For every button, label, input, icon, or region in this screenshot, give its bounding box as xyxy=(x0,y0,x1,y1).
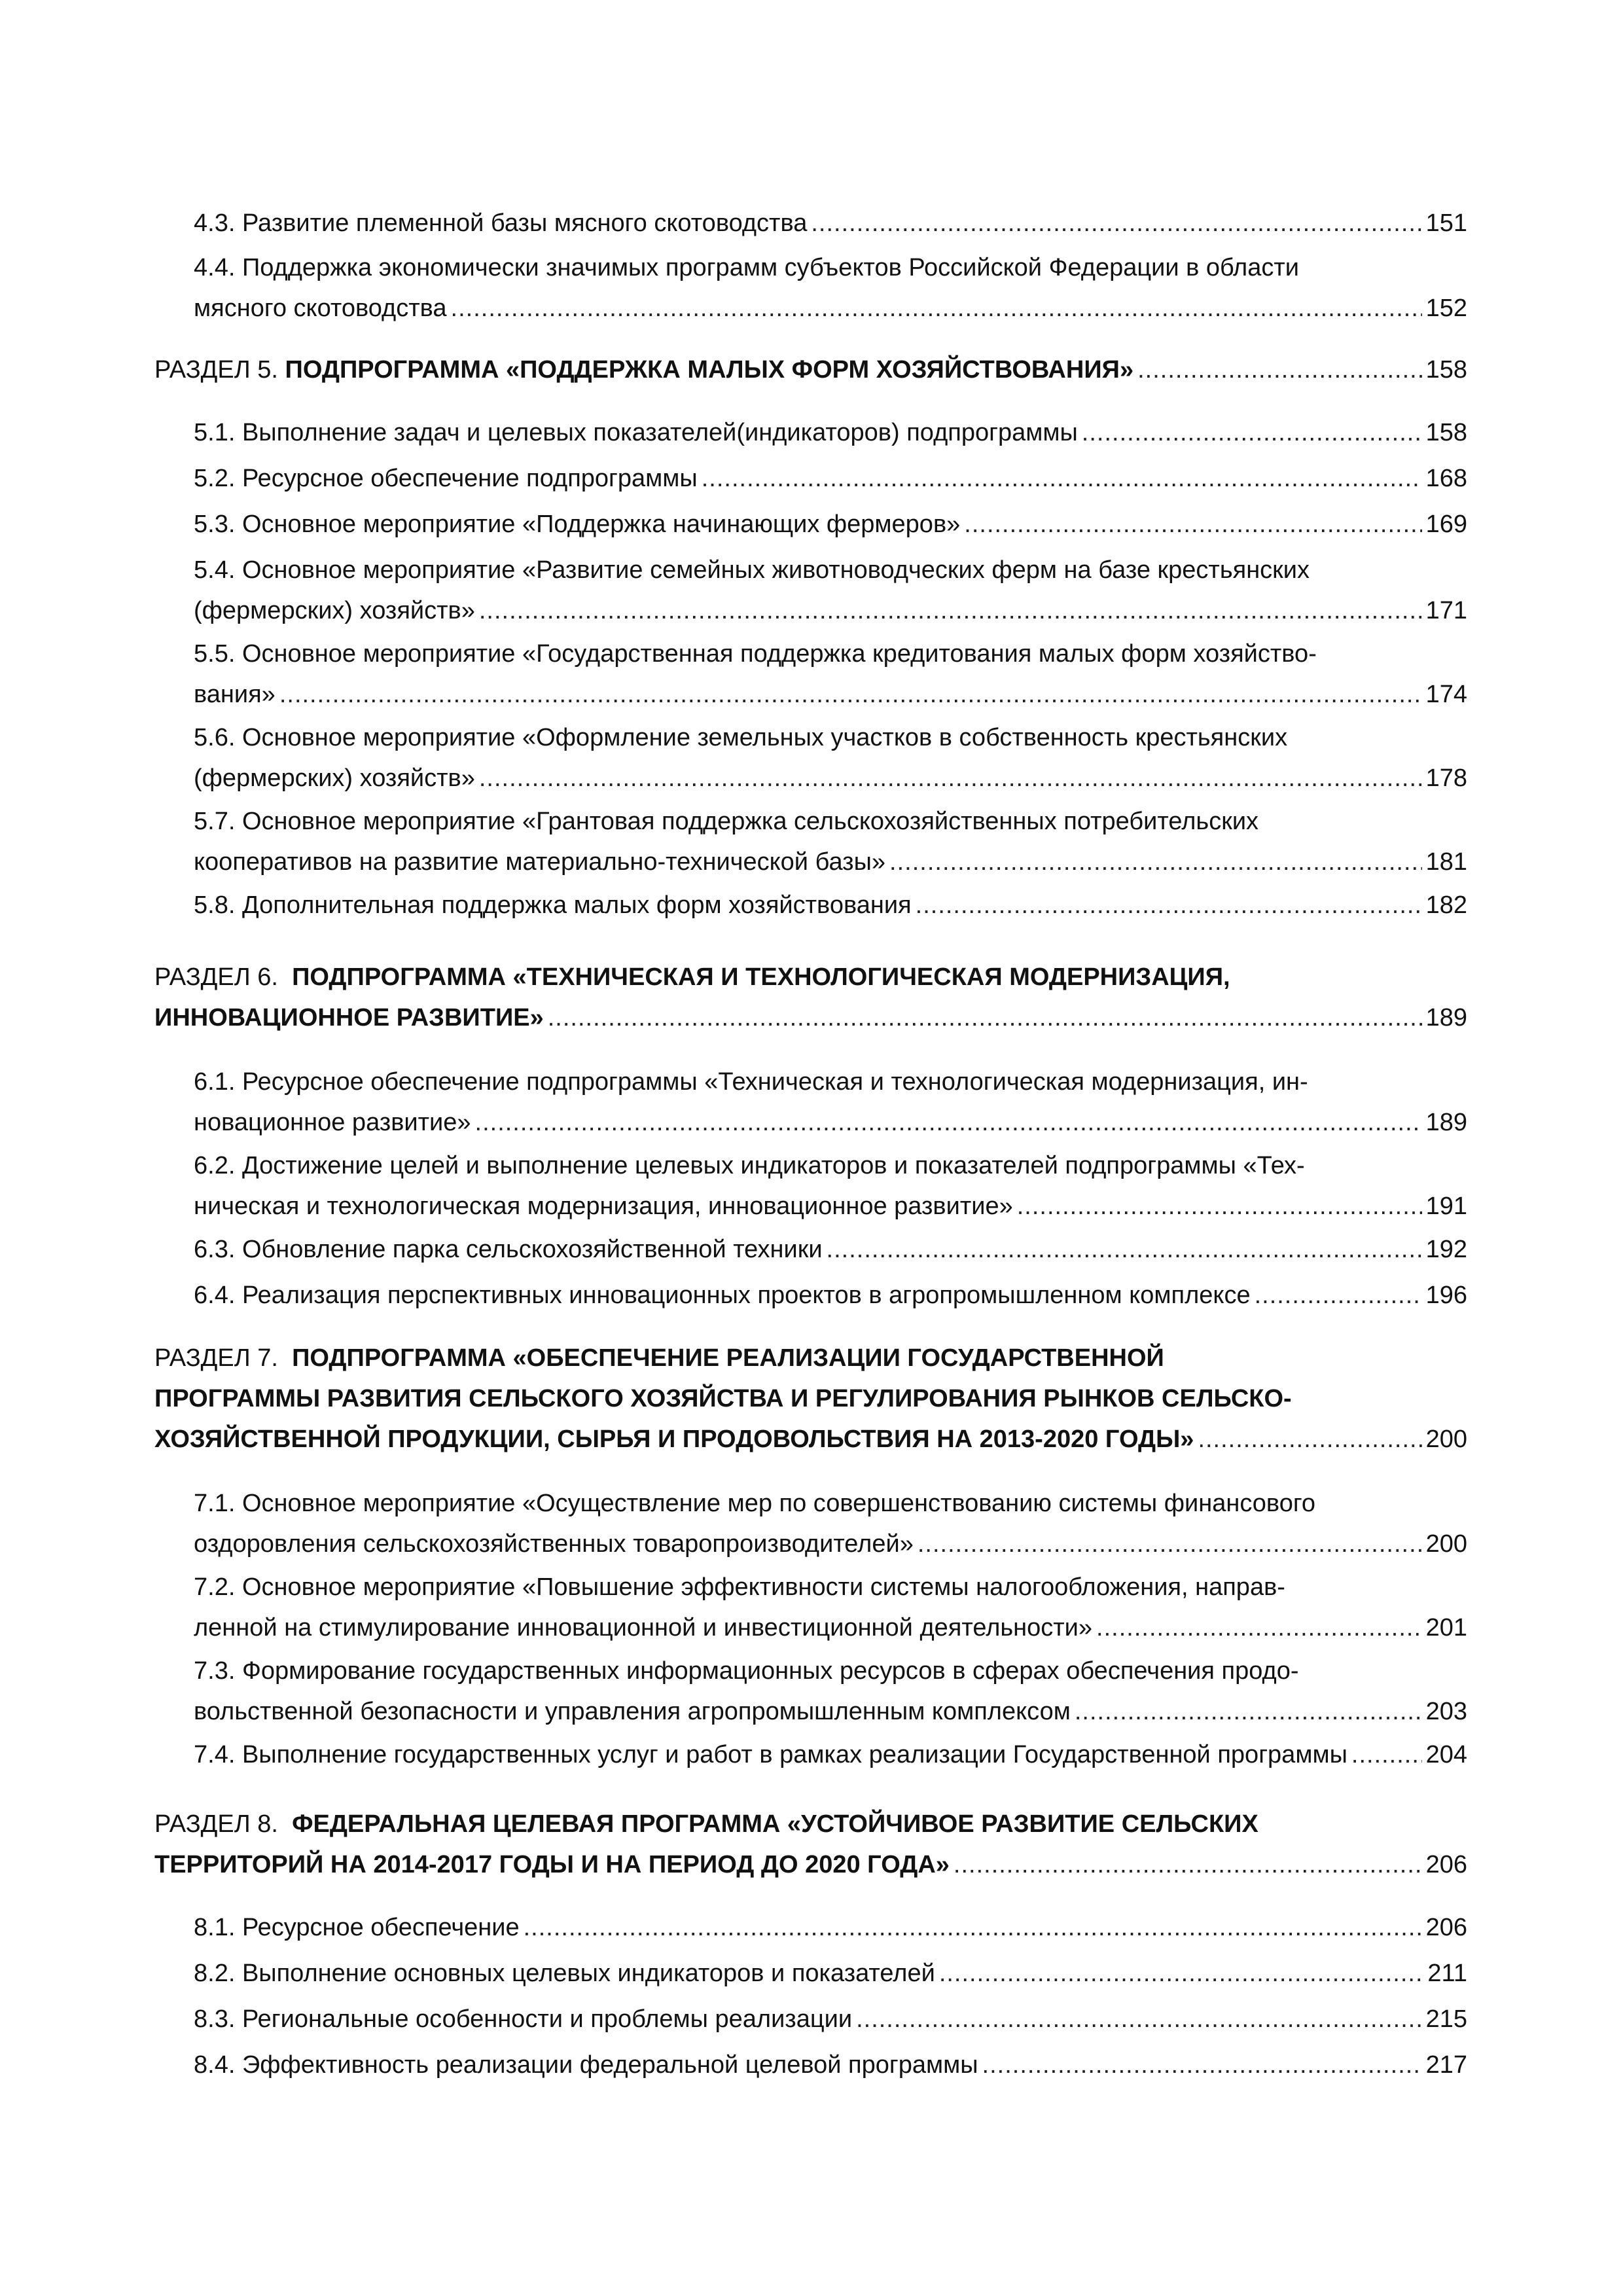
entry-title-line: 5.6. Основное мероприятие «Оформление земельных участков в собственность крестьянских xyxy=(194,724,1288,751)
entry-title: 8.3. Региональные особенности и проблемы реализации xyxy=(194,2005,853,2033)
toc-entry-7-3 xyxy=(194,1651,1467,1732)
entry-title: 8.1. Ресурсное обеспечение xyxy=(194,1914,520,1941)
entry-title: вания» xyxy=(194,681,276,708)
toc-entry-6-4 xyxy=(194,1275,1467,1316)
toc-entry-5-1 xyxy=(194,412,1467,453)
toc-entry-5-8 xyxy=(194,885,1467,925)
entry-title: 5.8. Дополнительная поддержка малых форм хозяйствования xyxy=(194,891,912,919)
dot-leader xyxy=(918,1524,1422,1564)
entry-title: 7.4. Выполнение государственных услуг и работ в рамках реализации Государственной программы xyxy=(194,1741,1347,1768)
page-number: 206 xyxy=(1425,1914,1467,1941)
entry-title-line: 4.4. Поддержка экономически значимых программ субъектов Российской Федерации в области xyxy=(194,254,1299,281)
section-title: ПОДПРОГРАММА «ПОДДЕРЖКА МАЛЫХ ФОРМ ХОЗЯЙСТВОВАНИЯ» xyxy=(285,356,1134,384)
dot-leader xyxy=(889,842,1422,882)
toc-entry-6-3 xyxy=(194,1229,1467,1270)
toc-entry-8-1 xyxy=(194,1907,1467,1948)
entry-title-line: 5.7. Основное мероприятие «Грантовая поддержка сельскохозяйственных потребительских xyxy=(194,808,1259,835)
dot-leader xyxy=(1255,1275,1422,1316)
toc-entry-8-3 xyxy=(194,1999,1467,2039)
entry-title: кооперативов на развитие материально-технической базы» xyxy=(194,848,886,876)
toc-section-5 xyxy=(154,350,1467,390)
dot-leader xyxy=(964,504,1421,545)
toc-entry-6-1 xyxy=(194,1062,1467,1143)
entry-title: (фермерских) хозяйств» xyxy=(194,597,475,624)
entry-title-line: 5.5. Основное мероприятие «Государственная поддержка кредитования малых форм хозяйство- xyxy=(194,640,1317,668)
section-title-line: ПОДПРОГРАММА «ОБЕСПЕЧЕНИЕ РЕАЛИЗАЦИИ ГОСУДАРСТВЕННОЙ xyxy=(292,1344,1164,1372)
entry-title: мясного скотоводства xyxy=(194,295,447,322)
dot-leader xyxy=(1198,1419,1421,1460)
dot-leader xyxy=(982,2045,1422,2085)
dot-leader xyxy=(479,758,1422,798)
dot-leader xyxy=(856,1999,1422,2039)
page-number: 152 xyxy=(1425,295,1467,322)
page-number: 169 xyxy=(1425,511,1467,538)
toc-section-6 xyxy=(154,957,1467,1038)
page-number: 181 xyxy=(1425,848,1467,876)
entry-title-line: 7.1. Основное мероприятие «Осуществление мер по совершенствованию системы финансового xyxy=(194,1490,1315,1517)
section-label: РАЗДЕЛ 7. xyxy=(154,1344,285,1372)
page-number: 171 xyxy=(1425,597,1467,624)
entry-title-line: 6.2. Достижение целей и выполнение целевых индикаторов и показателей подпрограммы «Тех- xyxy=(194,1152,1305,1179)
page-number: 178 xyxy=(1425,764,1467,792)
entry-title-line: 7.3. Формирование государственных информационных ресурсов в сферах обеспечения продо- xyxy=(194,1657,1299,1685)
dot-leader xyxy=(1075,1691,1422,1732)
dot-leader xyxy=(451,288,1422,329)
dot-leader xyxy=(1017,1186,1422,1227)
toc-entry-5-2 xyxy=(194,458,1467,499)
toc-entry-7-4 xyxy=(194,1734,1467,1775)
page-number: 182 xyxy=(1425,891,1467,919)
section-label: РАЗДЕЛ 5. xyxy=(154,356,278,384)
entry-title-line: 6.1. Ресурсное обеспечение подпрограммы «Техническая и технологическая модернизация, ин- xyxy=(194,1068,1308,1096)
page-number: 158 xyxy=(1425,419,1467,446)
page-number: 174 xyxy=(1425,681,1467,708)
page-number: 168 xyxy=(1425,465,1467,492)
dot-leader xyxy=(1096,1607,1422,1648)
entry-title: ленной на стимулирование инновационной и инвестиционной деятельности» xyxy=(194,1614,1093,1641)
page-number: 189 xyxy=(1425,1109,1467,1136)
toc-section-8 xyxy=(154,1804,1467,1885)
toc-entry-5-6 xyxy=(194,717,1467,798)
section-label: РАЗДЕЛ 6. xyxy=(154,963,285,991)
toc-entry-6-2 xyxy=(194,1145,1467,1227)
section-title: ТЕРРИТОРИЙ НА 2014-2017 ГОДЫ И НА ПЕРИОД ДО 2020 ГОДА» xyxy=(154,1851,950,1878)
toc-entry-4-3 xyxy=(194,203,1467,243)
section-title-line: ФЕДЕРАЛЬНАЯ ЦЕЛЕВАЯ ПРОГРАММА «УСТОЙЧИВОЕ РАЗВИТИЕ СЕЛЬСКИХ xyxy=(292,1810,1258,1838)
entry-title: 4.3. Развитие племенной базы мясного скотоводства xyxy=(194,209,808,237)
dot-leader xyxy=(954,1844,1422,1885)
dot-leader xyxy=(548,997,1422,1038)
toc-entry-8-2 xyxy=(194,1953,1467,1994)
entry-title: 6.4. Реализация перспективных инновационных проектов в агропромышленном комплексе xyxy=(194,1282,1251,1309)
entry-title: ническая и технологическая модернизация, инновационное развитие» xyxy=(194,1193,1013,1220)
section-title-line: ПОДПРОГРАММА «ТЕХНИЧЕСКАЯ И ТЕХНОЛОГИЧЕСКАЯ МОДЕРНИЗАЦИЯ, xyxy=(292,963,1230,991)
entry-title: 5.1. Выполнение задач и целевых показателей(индикаторов) подпрограммы xyxy=(194,419,1078,446)
dot-leader xyxy=(827,1229,1422,1270)
entry-title: 8.4. Эффективность реализации федеральной целевой программы xyxy=(194,2051,978,2079)
page-number: 201 xyxy=(1425,1614,1467,1641)
page-number: 217 xyxy=(1425,2051,1467,2079)
section-title-line: ПРОГРАММЫ РАЗВИТИЯ СЕЛЬСКОГО ХОЗЯЙСТВА И РЕГУЛИРОВАНИЯ РЫНКОВ СЕЛЬСКО- xyxy=(154,1385,1292,1412)
entry-title: оздоровления сельскохозяйственных товаропроизводителей» xyxy=(194,1530,914,1558)
entry-title-line: 5.4. Основное мероприятие «Развитие семейных животноводческих ферм на базе крестьянских xyxy=(194,556,1310,584)
toc-entry-4-4 xyxy=(194,247,1467,329)
entry-title: вольственной безопасности и управления агропромышленным комплексом xyxy=(194,1698,1071,1725)
section-title: ИННОВАЦИОННОЕ РАЗВИТИЕ» xyxy=(154,1004,544,1031)
page-number: 151 xyxy=(1425,209,1467,237)
toc-entry-5-7 xyxy=(194,801,1467,882)
page-number: 200 xyxy=(1425,1426,1467,1453)
page-number: 206 xyxy=(1425,1851,1467,1878)
page-number: 211 xyxy=(1427,1960,1467,1987)
dot-leader xyxy=(479,590,1422,631)
page-number: 196 xyxy=(1425,1282,1467,1309)
page-number: 192 xyxy=(1425,1236,1467,1263)
dot-leader xyxy=(939,1953,1424,1994)
dot-leader xyxy=(916,885,1422,925)
page-number: 200 xyxy=(1425,1530,1467,1558)
page-number: 158 xyxy=(1425,356,1467,384)
entry-title: 5.3. Основное мероприятие «Поддержка начинающих фермеров» xyxy=(194,511,961,538)
dot-leader xyxy=(702,458,1422,499)
toc-section-7 xyxy=(154,1338,1467,1460)
toc-entry-8-4 xyxy=(194,2045,1467,2085)
dot-leader xyxy=(1351,1734,1422,1775)
page-number: 203 xyxy=(1425,1698,1467,1725)
toc-entry-7-2 xyxy=(194,1567,1467,1648)
dot-leader xyxy=(279,674,1422,715)
dot-leader xyxy=(811,203,1421,243)
toc-entry-5-3 xyxy=(194,504,1467,545)
entry-title: новационное развитие» xyxy=(194,1109,471,1136)
toc-entry-7-1 xyxy=(194,1483,1467,1564)
toc-entry-5-5 xyxy=(194,634,1467,715)
page-number: 191 xyxy=(1425,1193,1467,1220)
entry-title: 8.2. Выполнение основных целевых индикаторов и показателей xyxy=(194,1960,935,1987)
section-label: РАЗДЕЛ 8. xyxy=(154,1810,285,1838)
entry-title: (фермерских) хозяйств» xyxy=(194,764,475,792)
dot-leader xyxy=(1082,412,1422,453)
section-title: ХОЗЯЙСТВЕННОЙ ПРОДУКЦИИ, СЫРЬЯ И ПРОДОВОЛЬСТВИЯ НА 2013-2020 ГОДЫ» xyxy=(154,1426,1194,1453)
page-number: 189 xyxy=(1425,1004,1467,1031)
toc-entry-5-4 xyxy=(194,550,1467,631)
entry-title: 5.2. Ресурсное обеспечение подпрограммы xyxy=(194,465,698,492)
dot-leader xyxy=(475,1102,1422,1143)
page-number: 204 xyxy=(1425,1741,1467,1768)
page-number: 215 xyxy=(1425,2005,1467,2033)
entry-title-line: 7.2. Основное мероприятие «Повышение эффективности системы налогообложения, направ- xyxy=(194,1573,1285,1601)
entry-title: 6.3. Обновление парка сельскохозяйственной техники xyxy=(194,1236,823,1263)
dot-leader xyxy=(1137,350,1422,390)
dot-leader xyxy=(524,1907,1422,1948)
